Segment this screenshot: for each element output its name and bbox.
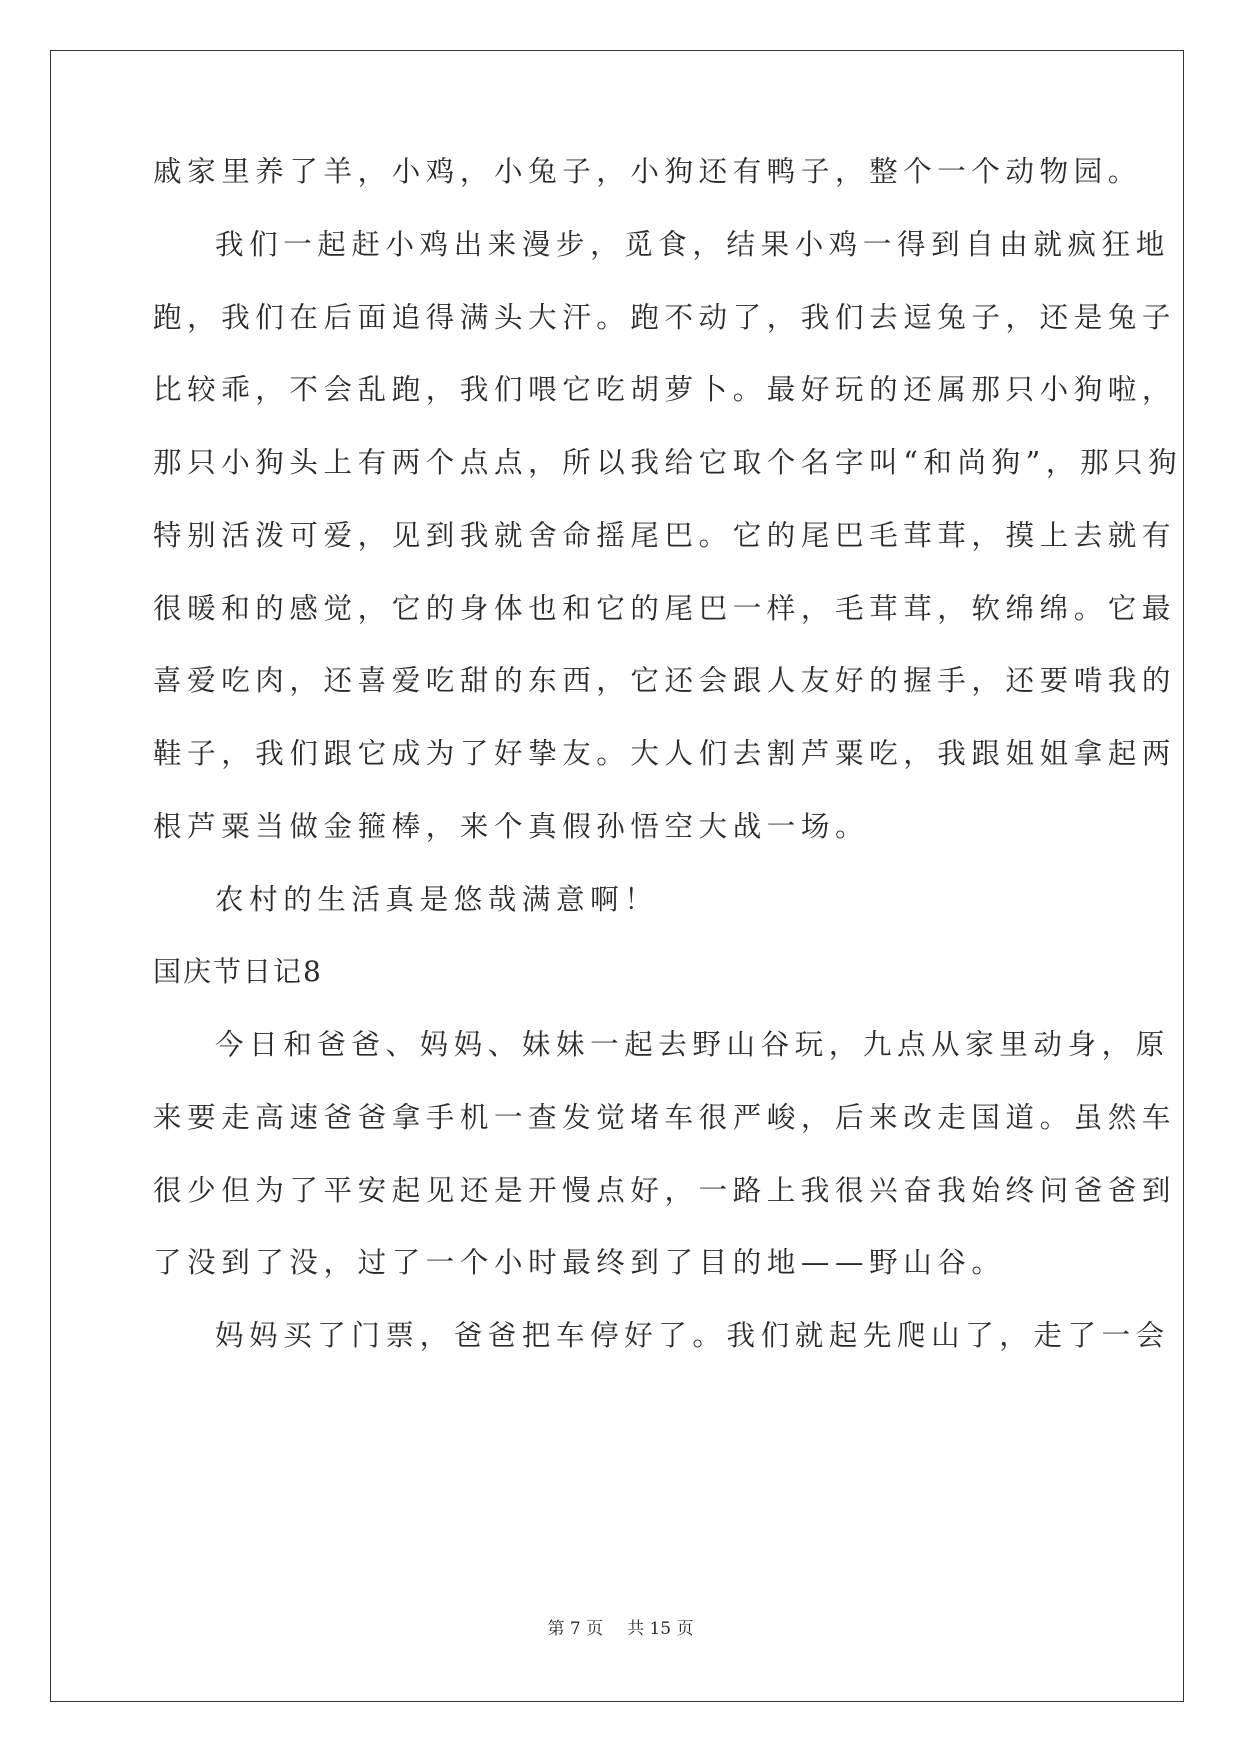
- paragraph-line: 农村的生活真是悠哉满意啊！: [215, 883, 659, 916]
- page-total: 共 15 页: [627, 1619, 694, 1639]
- paragraph-line: 戚家里养了羊，小鸡，小兔子，小狗还有鸭子，整个一个动物园。: [153, 155, 1142, 188]
- paragraph-line: 那只小狗头上有两个点点，所以我给它取个名字叫“和尚狗”，那只狗: [153, 446, 1183, 479]
- paragraph-line: 妈妈买了门票，爸爸把车停好了。我们就起先爬山了，走了一会: [215, 1319, 1170, 1352]
- paragraph-line: 喜爱吃肉，还喜爱吃甜的东西，它还会跟人友好的握手，还要啃我的: [153, 664, 1177, 697]
- paragraph-line: 跑，我们在后面追得满头大汗。跑不动了，我们去逗兔子，还是兔子: [153, 301, 1177, 334]
- section-heading: 国庆节日记8: [153, 955, 323, 988]
- paragraph-line: 比较乖，不会乱跑，我们喂它吃胡萝卜。最好玩的还属那只小狗啦，: [153, 373, 1177, 406]
- paragraph-line: 鞋子，我们跟它成为了好挚友。大人们去割芦粟吃，我跟姐姐拿起两: [153, 737, 1177, 770]
- page-footer: [0, 1617, 1241, 1641]
- paragraph-line: 很少但为了平安起见还是开慢点好，一路上我很兴奋我始终问爸爸到: [153, 1174, 1177, 1207]
- paragraph-line: 来要走高速爸爸拿手机一查发觉堵车很严峻，后来改走国道。虽然车: [153, 1101, 1177, 1134]
- paragraph-line: 很暖和的感觉，它的身体也和它的尾巴一样，毛茸茸，软绵绵。它最: [153, 592, 1177, 625]
- paragraph-line: 我们一起赶小鸡出来漫步，觅食，结果小鸡一得到自由就疯狂地: [215, 228, 1170, 261]
- paragraph-line: 了没到了没，过了一个小时最终到了目的地——野山谷。: [153, 1246, 1006, 1279]
- paragraph-line: 根芦粟当做金箍棒，来个真假孙悟空大战一场。: [153, 810, 870, 843]
- paragraph-line: 今日和爸爸、妈妈、妹妹一起去野山谷玩，九点从家里动身，原: [215, 1028, 1170, 1061]
- paragraph-line: 特别活泼可爱，见到我就舍命摇尾巴。它的尾巴毛茸茸，摸上去就有: [153, 519, 1177, 552]
- page-number: 第 7 页: [547, 1619, 604, 1639]
